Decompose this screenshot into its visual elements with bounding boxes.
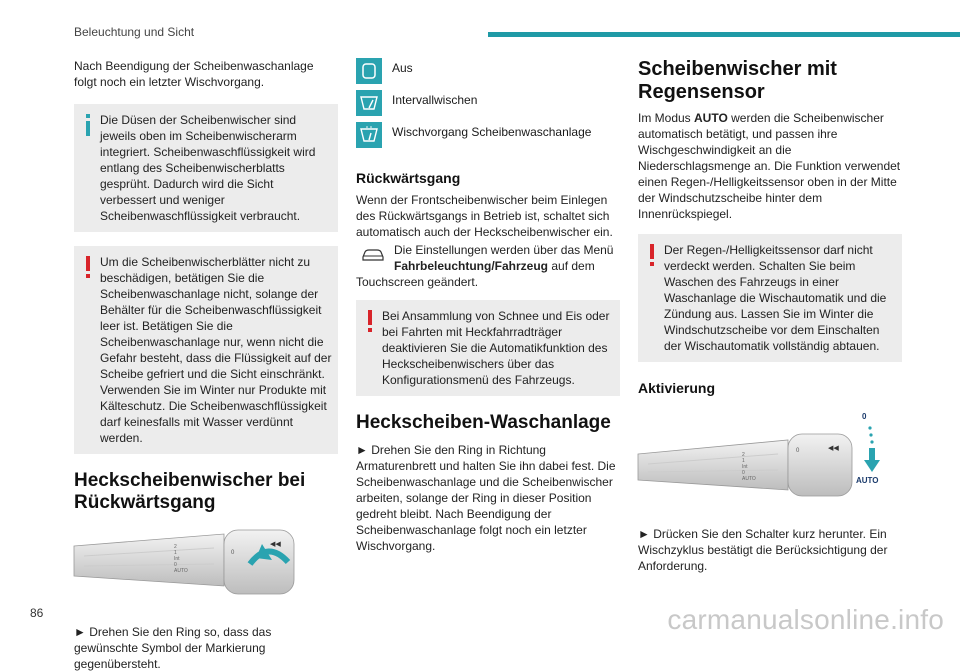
settings-note — [356, 242, 620, 290]
wiper-stalk-auto-illustration — [638, 410, 898, 506]
warning-box — [356, 300, 620, 396]
page-number: 86 — [30, 606, 44, 620]
info-icon — [84, 114, 92, 136]
stalk-label: 0 — [174, 562, 177, 568]
intro-text: Im Modus — [638, 111, 695, 125]
activation-heading: Aktivierung — [638, 380, 716, 396]
info-box — [74, 104, 338, 232]
stalk-label: Int — [742, 464, 748, 470]
mode-row-intermittent — [356, 90, 620, 116]
illus-top-label: 0 — [862, 412, 867, 421]
stalk-label: AUTO — [742, 476, 756, 482]
warning-box-text: Um die Scheibenwischerblätter nicht zu beschädigen, betätigen Sie die Scheibenwaschanlage nicht, solange der Behälter für die Scheibenwaschflüssigkeit leer ist. Betätigen Sie die Scheibenwaschanlage nur, wenn nicht die Gefahr besteht, dass die Flüssigkeit auf der Scheibe gefriert und die Sicht einschränkt. Verwenden Sie im Winter nur Produkte mit Kälteschutz. Die Scheibenwaschflüssigkeit darf keinesfalls mit Wasser verdünnt werden. — [100, 255, 332, 445]
stalk-illustration-rear — [74, 524, 338, 614]
stalk-illustration-auto — [638, 410, 902, 506]
section-heading-rear-wiper-reverse: Heckscheibenwischer bei Rückwärtsgang — [74, 470, 306, 513]
section-header: Beleuchtung und Sicht — [74, 25, 195, 39]
warning-box-text: Bei Ansammlung von Schnee und Eis oder bei Fahrten mit Heckfahrradträger deaktivieren Sie die Automatikfunktion des Heckscheibenwischers über das Konfigurationsmenü des Fahrzeugs. — [382, 309, 610, 387]
settings-text-end: auf dem Touchscreen geändert. — [356, 259, 595, 289]
stalk-label: 2 — [174, 544, 177, 550]
mode-label: Wischvorgang Scheibenwaschanlage — [392, 125, 592, 139]
stalk-label: 1 — [742, 458, 745, 464]
mode-row-off — [356, 58, 620, 84]
illus-auto-label: AUTO — [856, 476, 879, 485]
warning-icon — [366, 310, 374, 332]
info-box-text: Die Düsen der Scheibenwischer sind jeweils oben im Scheibenwischerarm integriert. Scheibenwaschflüssigkeit wird entlang des Scheibenwischerblatts gesprüht. Dadurch wird die Sicht verbessert und weniger Scheibenwaschflüssigkeit verbraucht. — [100, 113, 316, 223]
warning-box-text: Der Regen-/Helligkeitssensor darf nicht verdeckt werden. Schalten Sie beim Waschen des Fahrzeugs in einer Waschanlage die Wischautomatik und die Zündung aus. Lassen Sie im Winter die Windschutzscheibe vor dem Einschalten der Wischautomatik vollständig abtauen. — [664, 243, 887, 353]
warning-box — [638, 234, 902, 362]
rain-sensor-intro — [638, 110, 902, 222]
section-heading-rain-sensor: Scheibenwischer mit Regensensor — [638, 58, 837, 103]
rear-wiper-wash-icon — [356, 122, 382, 148]
stalk-label: 2 — [742, 452, 745, 458]
warning-icon — [84, 256, 92, 278]
intro-text: Nach Beendigung der Scheibenwaschanlage folgt noch ein letzter Wischvorgang. — [74, 59, 314, 89]
stalk-label: AUTO — [174, 568, 188, 574]
auto-mode-label: AUTO — [694, 111, 728, 125]
warning-icon — [648, 244, 656, 266]
svg-text:◀◀: ◀◀ — [828, 445, 839, 452]
intro-text-end: werden die Scheibenwischer automatisch betätigt, und passen ihre Wischgeschwindigkeit an die Niederschlagsmenge an. Die Funktion verwendet einen Regen-/Helligkeitssensor oben in der Mitte der Windschutzscheibe hinter dem Innenrückspiegel. — [638, 111, 901, 221]
step-text: ► Drehen Sie den Ring so, dass das gewünschte Symbol der Markierung gegenübersteht. — [74, 625, 272, 671]
svg-text:◀◀: ◀◀ — [270, 541, 281, 548]
svg-text:0: 0 — [231, 550, 235, 556]
reverse-heading: Rückwärtsgang — [356, 170, 461, 186]
reverse-text: Wenn der Frontscheibenwischer beim Einlegen des Rückwärtsgangs in Betrieb ist, schaltet sich automatisch auch der Heckscheibenwischer ein. — [356, 193, 613, 239]
stalk-label: 1 — [174, 550, 177, 556]
stalk-label: Int — [174, 556, 180, 562]
column-3 — [638, 58, 902, 574]
settings-text: Die Einstellungen werden über das Menü — [394, 243, 614, 257]
stalk-label: 0 — [742, 470, 745, 476]
column-2 — [356, 58, 620, 554]
svg-text:0: 0 — [796, 448, 800, 454]
rear-wiper-off-icon — [356, 58, 382, 84]
settings-menu-name: Fahrbeleuchtung/Fahrzeug — [394, 259, 549, 273]
header-accent-bar — [488, 32, 960, 37]
column-1 — [74, 58, 338, 672]
car-icon — [356, 243, 390, 267]
section-heading-rear-washer: Heckscheiben-Waschanlage — [356, 412, 611, 433]
activation-step-text: ► Drücken Sie den Schalter kurz herunter. Ein Wischzyklus bestätigt die Berücksichtigung der Anforderung. — [638, 527, 888, 573]
rear-wiper-intermittent-icon — [356, 90, 382, 116]
wiper-stalk-illustration — [74, 524, 304, 614]
rear-washer-text: ► Drehen Sie den Ring in Richtung Armaturenbrett und halten Sie ihn dabei fest. Die Scheibenwaschanlage und die Scheibenwischer arbeiten, solange der Ring in dieser Position gedreht bleibt. Nach Beendigung der Scheibenwaschanlage folgt noch ein letzter Wischvorgang. — [356, 443, 616, 553]
mode-label: Intervallwischen — [392, 93, 478, 107]
mode-label: Aus — [392, 61, 413, 75]
warning-box — [74, 246, 338, 454]
mode-row-wash — [356, 122, 620, 148]
watermark: carmanualsonline.info — [667, 604, 944, 635]
